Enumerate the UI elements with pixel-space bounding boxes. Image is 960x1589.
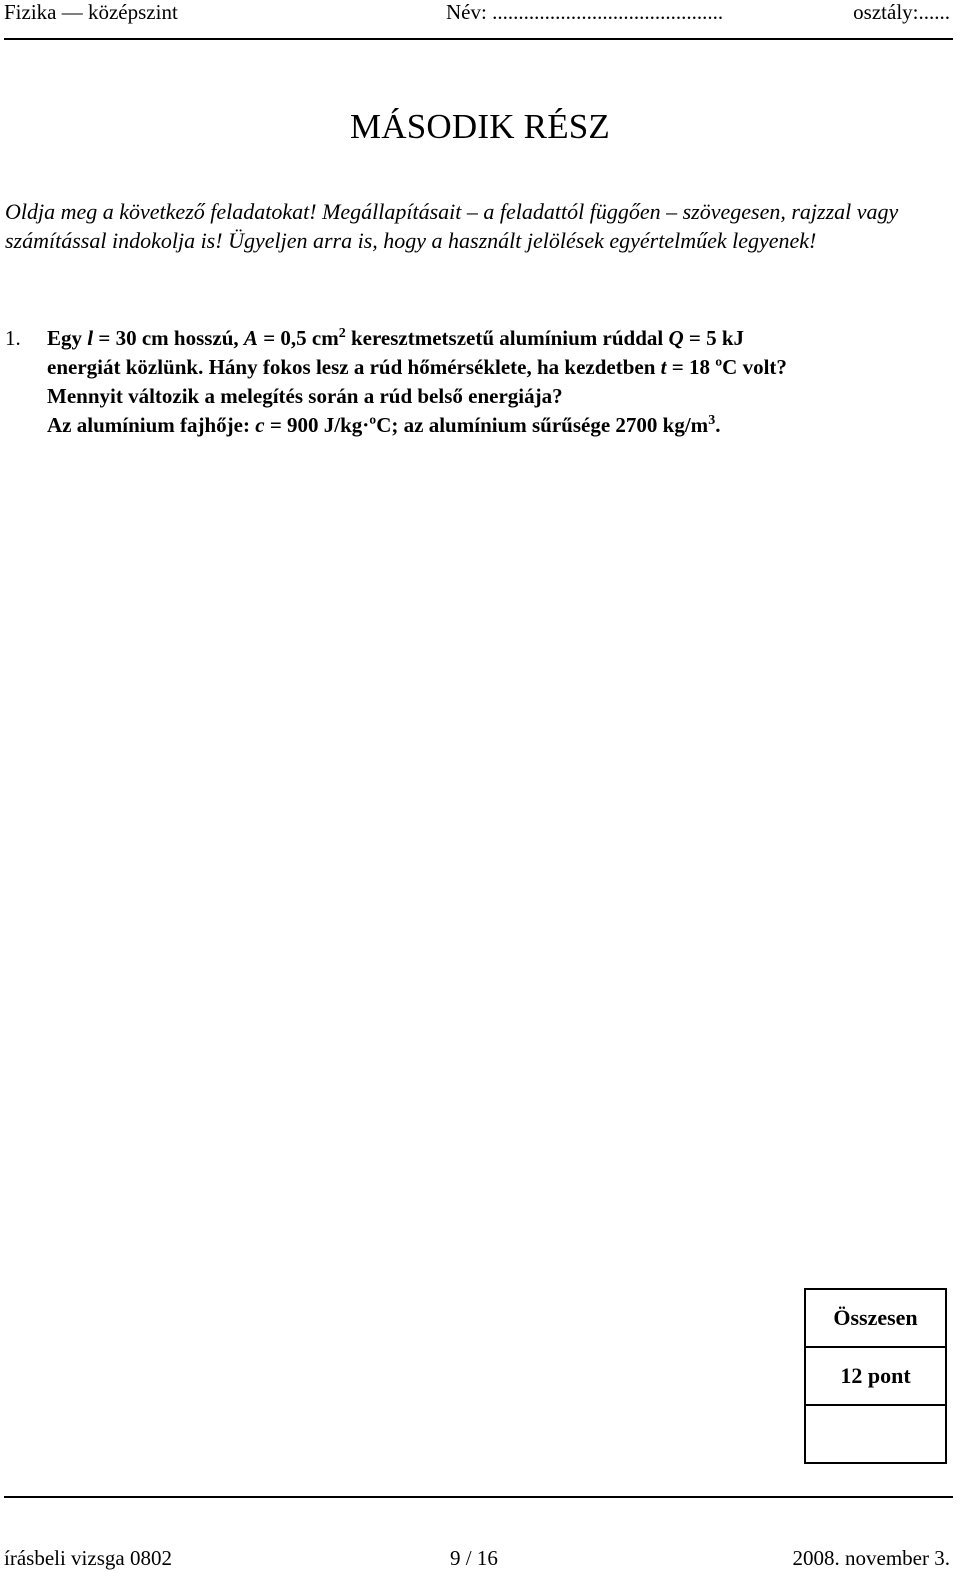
score-table <box>804 1288 947 1464</box>
problem-1 <box>5 324 955 440</box>
problem-line-1: Egy l = 30 cm hosszú, A = 0,5 $cm^2$ keresztmetszetű alumínium rúddal Q = 5 kJ <box>47 326 745 350</box>
header-class-field: osztály:...... <box>853 0 950 24</box>
page-header <box>4 0 952 26</box>
score-header: Összesen <box>805 1289 946 1347</box>
footer-page-number: 9 / 16 <box>450 1546 498 1570</box>
score-max-points: 12 pont <box>805 1347 946 1405</box>
footer-date: 2008. november 3. <box>792 1546 950 1570</box>
footer-exam-code: írásbeli vizsga 0802 <box>4 1546 172 1570</box>
score-earned-cell[interactable] <box>805 1405 946 1463</box>
problem-line-4: Az alumínium fajhője: c = 900 J/kg·ºC; az alumínium sűrűsége 2700 $kg/m^3$. <box>47 413 721 437</box>
page-footer <box>4 1546 952 1574</box>
section-title: MÁSODIK RÉSZ <box>349 107 611 146</box>
problem-statement <box>47 324 955 440</box>
footer-rule <box>4 1496 953 1498</box>
header-rule <box>4 38 953 40</box>
problem-line-3: Mennyit változik a melegítés során a rúd belső energiája? <box>47 384 563 408</box>
header-subject: Fizika — középszint <box>4 0 178 24</box>
header-name-field: Név: ............................................ <box>446 0 724 24</box>
instructions-text: Oldja meg a következő feladatokat! Megállapításait – a feladattól függően – szövegesen, rajzzal vagy számítással indokolja is! Ügyeljen arra is, hogy a használt jelölések egyértelműek legyenek! <box>5 199 899 253</box>
problem-number: 1. <box>5 326 21 350</box>
problem-line-2: energiát közlünk. Hány fokos lesz a rúd hőmérséklete, ha kezdetben t = 18 ºC volt? <box>47 355 787 379</box>
